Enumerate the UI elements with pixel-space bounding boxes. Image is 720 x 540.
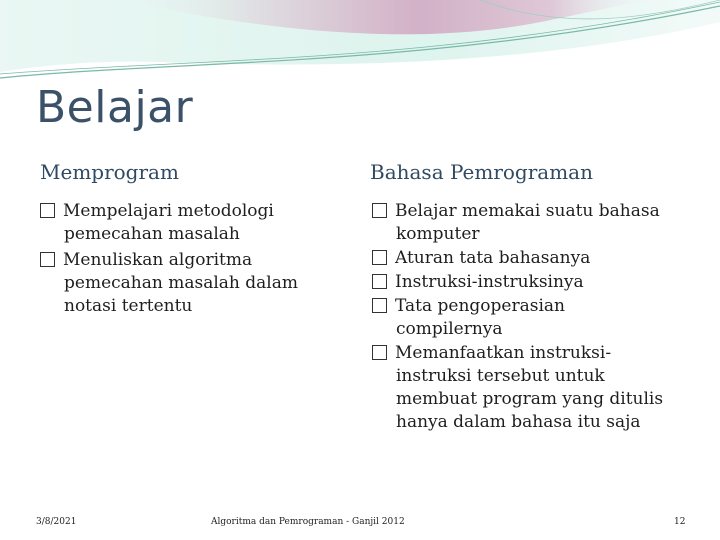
page-number: 12	[674, 517, 686, 527]
list-item	[40, 200, 340, 246]
list-item	[40, 249, 340, 318]
bullet-box-icon	[372, 298, 387, 313]
bullet-text: Aturan tata bahasanya	[395, 248, 591, 268]
list-item	[372, 295, 672, 341]
bullet-box-icon	[372, 250, 387, 265]
bullet-text: Memanfaatkan instruksi-instruksi tersebut untuk membuat program yang ditulis hanya dalam bahasa itu saja	[395, 343, 664, 432]
slide-title: Belajar	[36, 82, 194, 133]
footer-caption: Algoritma dan Pemrograman - Ganjil 2012	[211, 517, 405, 527]
bullet-text: Belajar memakai suatu bahasa komputer	[395, 201, 660, 244]
header-decoration	[0, 0, 720, 90]
bullet-box-icon	[40, 252, 55, 267]
list-item	[372, 247, 672, 270]
list-item	[372, 200, 672, 246]
left-bullet-list	[40, 200, 340, 321]
bullet-box-icon	[372, 345, 387, 360]
bullet-box-icon	[372, 274, 387, 289]
bullet-text: Tata pengoperasian compilernya	[395, 296, 565, 339]
bullet-box-icon	[372, 203, 387, 218]
footer-date: 3/8/2021	[36, 517, 77, 527]
bullet-text: Menuliskan algoritma pemecahan masalah dalam notasi tertentu	[63, 250, 298, 316]
bullet-box-icon	[40, 203, 55, 218]
bullet-text: Instruksi-instruksinya	[395, 272, 584, 292]
list-item	[372, 271, 672, 294]
list-item	[372, 342, 672, 434]
left-column-heading: Memprogram	[40, 160, 179, 184]
bullet-text: Mempelajari metodologi pemecahan masalah	[63, 201, 274, 244]
right-column-heading: Bahasa Pemrograman	[370, 160, 593, 184]
right-bullet-list	[372, 200, 672, 435]
